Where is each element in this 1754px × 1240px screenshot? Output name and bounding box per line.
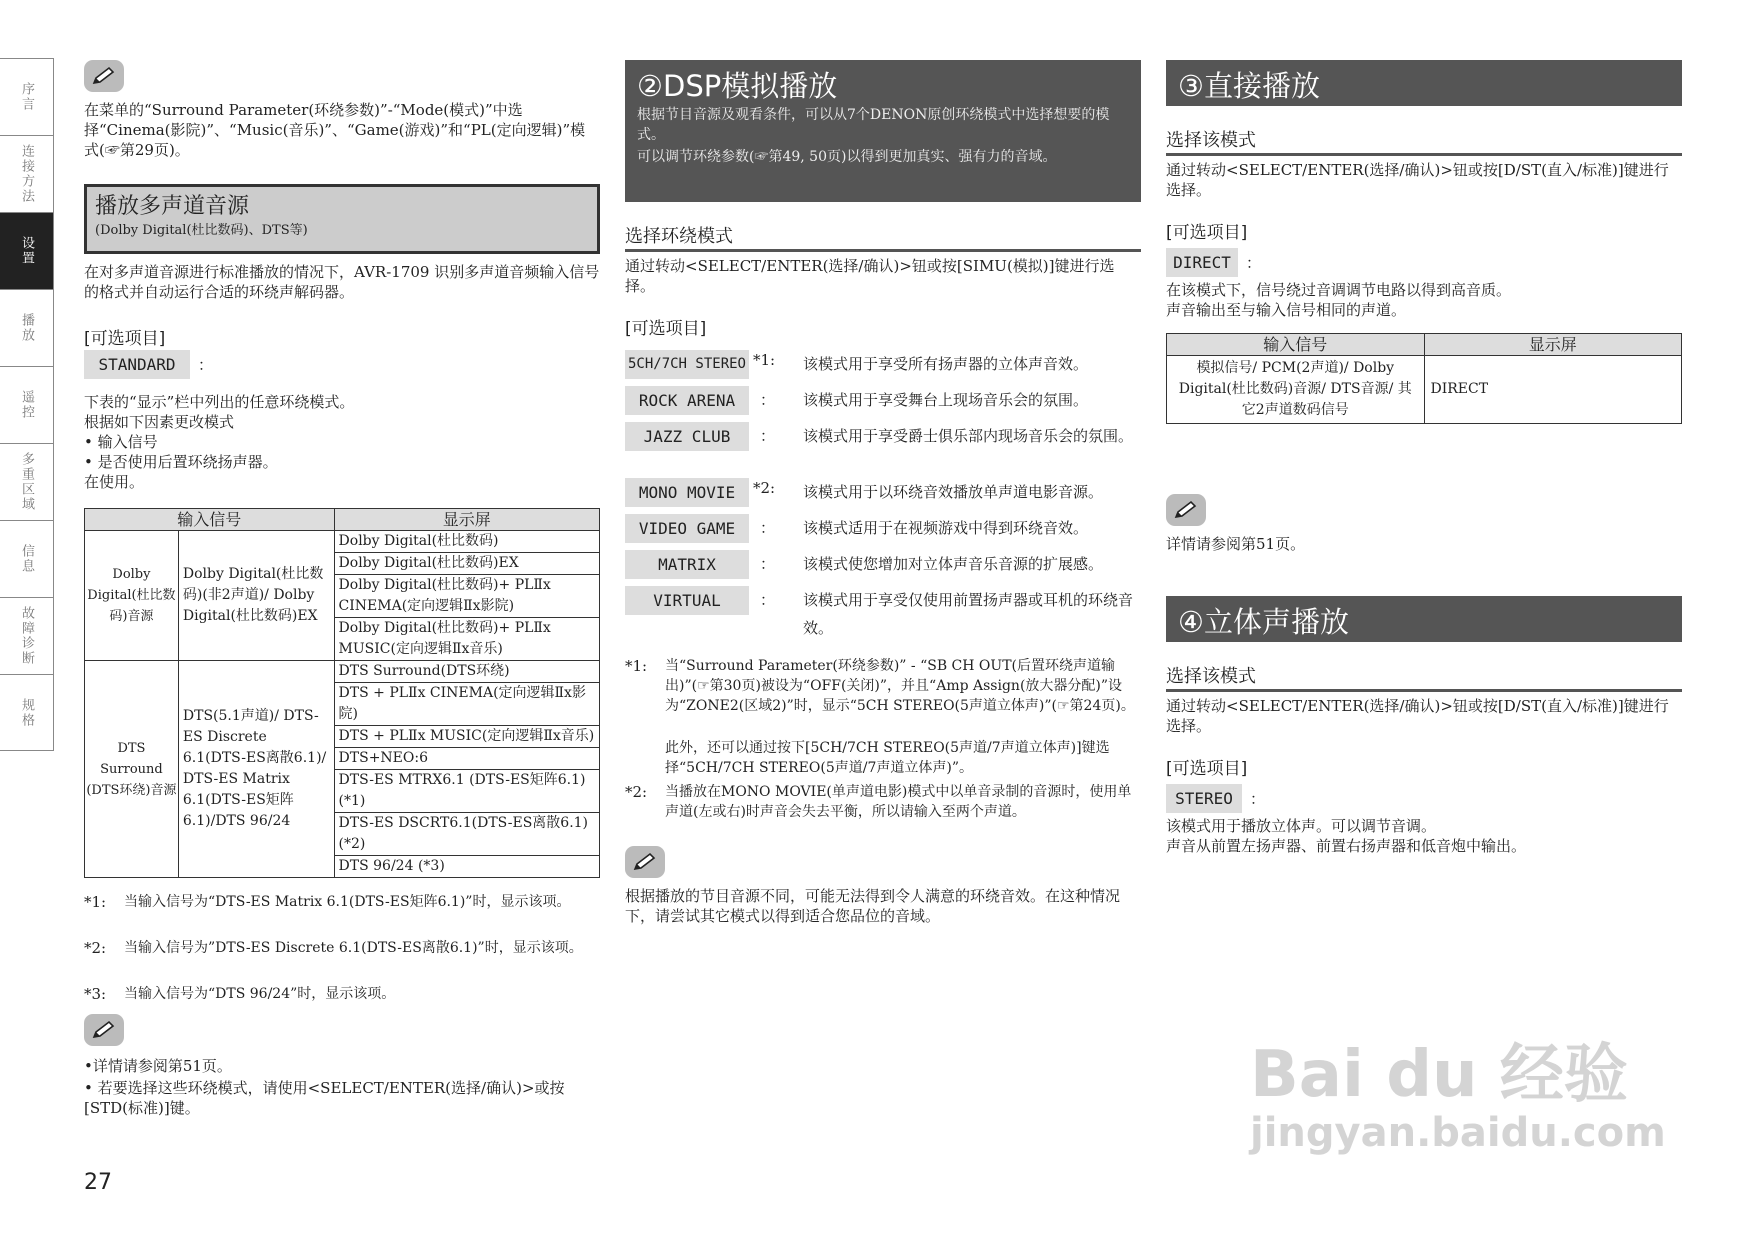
mode-description: 该模式用于享受所有扬声器的立体声音效。: [803, 355, 1089, 373]
mode-description: 该模式使您增加对立体声音乐音源的扩展感。: [803, 555, 1104, 573]
desc-line-3: • 输入信号: [84, 433, 158, 451]
note-text-3: 详情请参阅第51页。: [1166, 535, 1306, 553]
display-cell: DTS + PLⅡx MUSIC(定向逻辑Ⅱx音乐): [334, 726, 599, 748]
table-header-input: 输入信号: [1167, 334, 1425, 356]
dsp-section-title: ②DSP模拟播放: [637, 69, 838, 103]
side-tab-preface[interactable]: 序言: [0, 58, 54, 135]
display-cell: DTS Surround(DTS环绕): [334, 661, 599, 683]
mode-chip: VIRTUAL: [625, 586, 749, 615]
table-row: [85, 531, 600, 553]
dsp-intro-2: 可以调节环绕参数(☞第49, 50页)以得到更加真实、强有力的音域。: [637, 149, 1057, 165]
table-row: [1167, 356, 1682, 424]
mode-separator: ：: [760, 391, 776, 409]
mode-chip: ROCK ARENA: [625, 386, 749, 415]
mode-chip: 5CH/7CH STEREO: [625, 350, 749, 379]
section-box: [84, 184, 600, 254]
direct-section-title: ③直接播放: [1178, 69, 1320, 103]
select-surround-heading: 选择环绕模式: [625, 222, 1141, 252]
footnote-2: 当输入信号为”DTS-ES Discrete 6.1(DTS-ES离散6.1)”时，显示该项。: [124, 940, 583, 956]
dsp-intro-1: 根据节目音源及观看条件，可以从7个DENON原创环绕模式中选择想要的模式。: [637, 107, 1110, 143]
direct-desc-2: 声音输出至与输入信号相同的声道。: [1166, 301, 1407, 319]
display-cell: DTS + PLⅡx CINEMA(定向逻辑Ⅱx影院): [334, 683, 599, 726]
display-cell: DTS 96/24 (*3): [334, 856, 599, 878]
stereo-colon: ：: [1250, 790, 1266, 808]
footnote-mark-1: *1:: [625, 657, 648, 675]
side-tab-remote[interactable]: 遥控: [0, 366, 54, 443]
mode-chip: MATRIX: [625, 550, 749, 579]
pencil-note-icon: [84, 60, 124, 92]
display-cell: Dolby Digital(杜比数码)EX: [334, 553, 599, 575]
group-input-dolby: Dolby Digital(杜比数码)(非2声道)/ Dolby Digital(杜比数码)EX: [178, 531, 334, 661]
display-cell: Dolby Digital(杜比数码): [334, 531, 599, 553]
stereo-desc-1: 该模式用于播放立体声。可以调节音调。: [1166, 817, 1437, 835]
mode-separator: *1:: [753, 351, 776, 369]
direct-display-cell: DIRECT: [1424, 356, 1681, 424]
select-mode-text: 通过转动<SELECT/ENTER(选择/确认)>钮或按[D/ST(直入/标准)]键进行选择。: [1166, 161, 1669, 199]
desc-line-2: 根据如下因素更改模式: [84, 413, 235, 431]
footnote-1: 当输入信号为“DTS-ES Matrix 6.1(DTS-ES矩阵6.1)”时，显示该项。: [124, 894, 571, 910]
group-label-dts: DTS Surround (DTS环绕)音源: [85, 661, 179, 878]
section-box-subtitle: (Dolby Digital(杜比数码)、DTS等): [95, 223, 308, 238]
display-cell: Dolby Digital(杜比数码)+ PLⅡx CINEMA(定向逻辑Ⅱx影院): [334, 575, 599, 618]
mode-chip: MONO MOVIE: [625, 478, 749, 507]
side-tab-troubleshooting[interactable]: 故障诊断: [0, 597, 54, 674]
mode-description: 该模式用于享受爵士俱乐部内现场音乐会的氛围。: [803, 427, 1134, 445]
select-surround-text: 通过转动<SELECT/ENTER(选择/确认)>钮或按[SIMU(模拟)]键进行选择。: [625, 257, 1115, 295]
options-label: [可选项目]: [84, 329, 166, 349]
pencil-note-icon: [625, 846, 665, 878]
mode-separator: ：: [760, 427, 776, 445]
standard-colon: ：: [198, 356, 214, 374]
stereo-section-header: [1166, 596, 1682, 642]
mode-description: 该模式适用于在视频游戏中得到环绕音效。: [803, 519, 1089, 537]
mode-separator: ：: [760, 519, 776, 537]
side-tab-connections[interactable]: 连接方法: [0, 135, 54, 212]
input-display-table: [84, 508, 600, 878]
note-text-2a: •详情请参阅第51页。: [84, 1057, 232, 1075]
note-text: 根据播放的节目音源不同，可能无法得到令人满意的环绕音效。在这种情况下，请尝试其它模式以得到适合您品位的音域。: [625, 887, 1121, 925]
footnote-2: 当播放在MONO MOVIE(单声道电影)模式中以单音录制的音源时，使用单声道(左或右)时声音会失去平衡，所以请输入至两个声道。: [665, 784, 1132, 820]
direct-colon: ：: [1246, 254, 1262, 272]
footnote-mark-2: *2:: [84, 939, 107, 957]
pencil-note-icon: [84, 1014, 124, 1046]
mode-description: 该模式用于享受仅使用前置扬声器或耳机的环绕音效。: [803, 591, 1134, 637]
side-tab-multizone[interactable]: 多重区域: [0, 443, 54, 520]
display-cell: DTS-ES MTRX6.1 (DTS-ES矩阵6.1)(*1): [334, 770, 599, 813]
note-text-2b: • 若要选择这些环绕模式，请使用<SELECT/ENTER(选择/确认)>或按[STD(标准)]键。: [84, 1079, 565, 1117]
side-tab-specs[interactable]: 规格: [0, 674, 54, 751]
stereo-desc-2: 声音从前置左扬声器、前置右扬声器和低音炮中输出。: [1166, 837, 1527, 855]
page-number: 27: [84, 1170, 112, 1195]
mode-chip: VIDEO GAME: [625, 514, 749, 543]
options-label: [可选项目]: [1166, 759, 1248, 779]
dsp-section-header: [625, 60, 1141, 202]
mode-chip: JAZZ CLUB: [625, 422, 749, 451]
select-mode-heading: 选择该模式: [1166, 126, 1682, 156]
watermark-line-1: Bai du 经验: [1250, 1038, 1628, 1112]
desc-line-5: 在使用。: [84, 473, 145, 491]
footnote-1: 当“Surround Parameter(环绕参数)” - “SB CH OUT(后置环绕声道输出)”(☞第30页)被设为“OFF(关闭)”，并且“Amp Assign(放大器分配)”设为“ZONE2(区域2)”时，显示“5CH STEREO(5声道立体声)”(☞第24页)。: [665, 658, 1135, 714]
baidu-watermark: [1250, 1040, 1670, 1156]
side-tab-setup[interactable]: 设置: [0, 212, 54, 289]
group-input-dts: DTS(5.1声道)/ DTS-ES Discrete 6.1(DTS-ES离散6.1)/ DTS-ES Matrix 6.1(DTS-ES矩阵6.1)/DTS 96/24: [178, 661, 334, 878]
table-row: [85, 661, 600, 683]
mode-separator: *2:: [753, 479, 776, 497]
desc-line-4: • 是否使用后置环绕扬声器。: [84, 453, 278, 471]
side-tabs: [0, 58, 54, 751]
stereo-chip: STEREO: [1166, 784, 1242, 813]
section-box-title: 播放多声道音源: [95, 194, 250, 219]
footnote-mark-2: *2:: [625, 783, 648, 801]
footnote-mark-3: *3:: [84, 985, 107, 1003]
stereo-section-title: ④立体声播放: [1178, 605, 1349, 639]
display-cell: Dolby Digital(杜比数码)+ PLⅡx MUSIC(定向逻辑Ⅱx音乐): [334, 618, 599, 661]
side-tab-info[interactable]: 信息: [0, 520, 54, 597]
direct-chip: DIRECT: [1166, 248, 1238, 277]
options-label: [可选项目]: [625, 319, 707, 339]
group-label-dolby: Dolby Digital(杜比数码)音源: [85, 531, 179, 661]
watermark-line-2: jingyan.baidu.com: [1250, 1110, 1666, 1156]
footnote-mark-1: *1:: [84, 893, 107, 911]
mode-description: 该模式用于以环绕音效播放单声道电影音源。: [803, 483, 1104, 501]
footnote-1b: 此外，还可以通过按下[5CH/7CH STEREO(5声道/7声道立体声)]键选择“5CH/7CH STEREO(5声道/7声道立体声)”。: [665, 740, 1110, 776]
table-header-display: 显示屏: [1424, 334, 1681, 356]
direct-desc-1: 在该模式下，信号绕过音调调节电路以得到高音质。: [1166, 281, 1512, 299]
table-header-input: 输入信号: [85, 509, 335, 531]
intro-text: 在对多声道音源进行标准播放的情况下，AVR-1709 识别多声道音频输入信号的格式并自动运行合适的环绕声解码器。: [84, 263, 600, 301]
display-cell: DTS+NEO:6: [334, 748, 599, 770]
select-mode-text: 通过转动<SELECT/ENTER(选择/确认)>钮或按[D/ST(直入/标准)]键进行选择。: [1166, 697, 1669, 735]
pencil-note-icon: [1166, 494, 1206, 526]
footnote-3: 当输入信号为“DTS 96/24”时，显示该项。: [124, 986, 396, 1002]
side-tab-playback[interactable]: 播放: [0, 289, 54, 366]
table-header-display: 显示屏: [334, 509, 599, 531]
mode-description: 该模式用于享受舞台上现场音乐会的氛围。: [803, 391, 1089, 409]
display-cell: DTS-ES DSCRT6.1(DTS-ES离散6.1)(*2): [334, 813, 599, 856]
desc-line-1: 下表的“显示”栏中列出的任意环绕模式。: [84, 393, 355, 411]
direct-input-cell: 模拟信号/ PCM(2声道)/ Dolby Digital(杜比数码)音源/ DTS音源/ 其它2声道数码信号: [1167, 356, 1425, 424]
mode-separator: ：: [760, 555, 776, 573]
note-text-1: 在菜单的“Surround Parameter(环绕参数)”-“Mode(模式)”中选择“Cinema(影院)”、“Music(音乐)”、“Game(游戏)”和“PL(定向逻辑)”模式(☞第29页)。: [84, 101, 586, 159]
options-label: [可选项目]: [1166, 223, 1248, 243]
direct-section-header: [1166, 60, 1682, 106]
standard-chip: STANDARD: [84, 350, 190, 379]
direct-table: [1166, 333, 1682, 424]
mode-separator: ：: [760, 591, 776, 609]
select-mode-heading: 选择该模式: [1166, 662, 1682, 692]
